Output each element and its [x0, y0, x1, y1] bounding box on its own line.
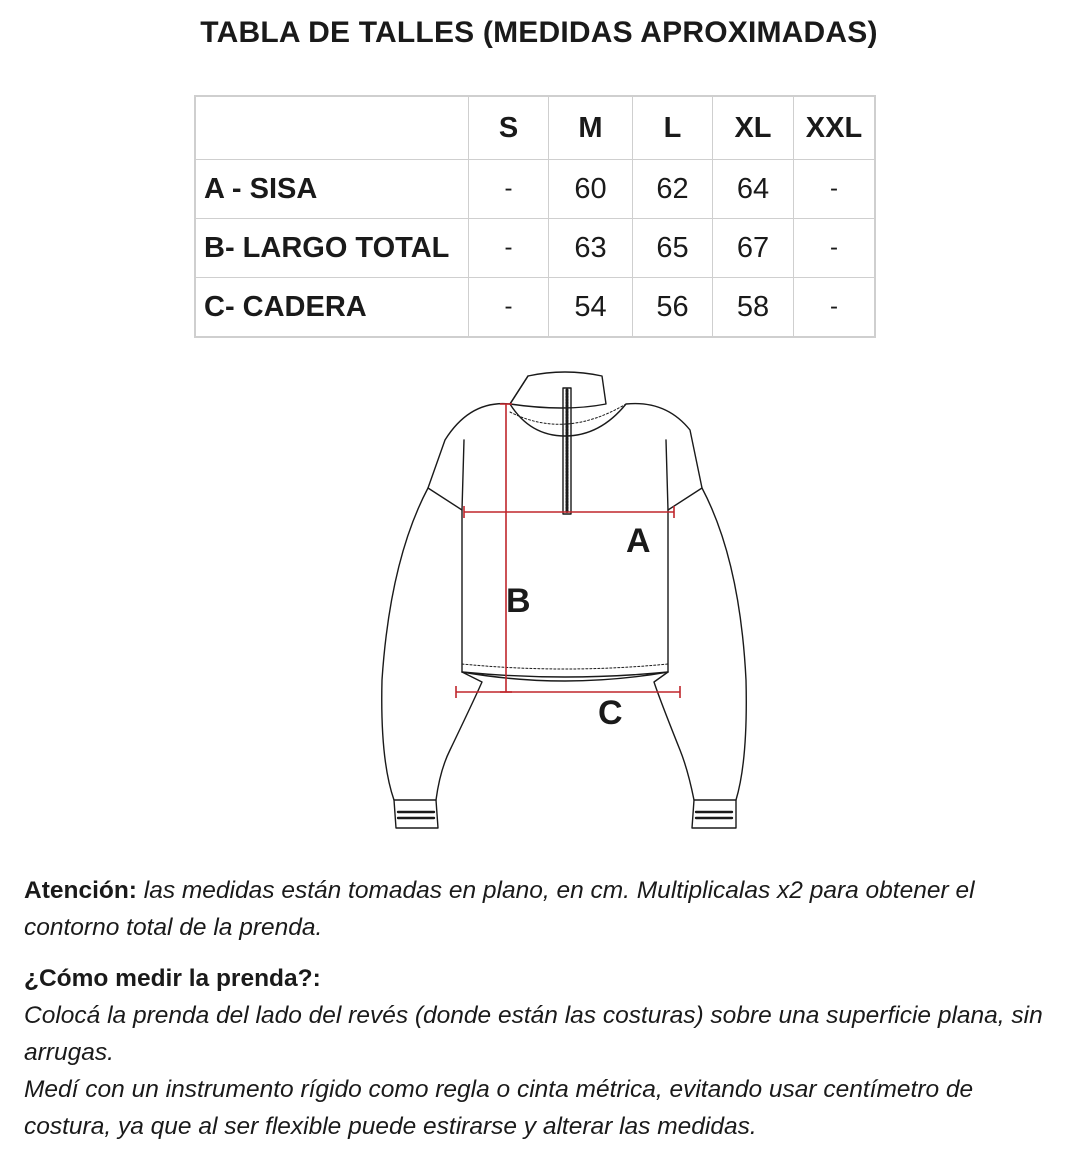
row-label-sisa: A - SISA — [195, 160, 469, 219]
cell: 62 — [633, 160, 713, 219]
right-cuff-rib — [696, 812, 732, 818]
cell: 67 — [713, 219, 794, 278]
cell: - — [469, 219, 549, 278]
sweatshirt-diagram — [370, 360, 760, 840]
right-cuff — [692, 800, 736, 828]
left-sleeve — [382, 488, 482, 800]
left-cuff — [394, 800, 438, 828]
cell: 64 — [713, 160, 794, 219]
cell: 56 — [633, 278, 713, 338]
how-title: ¿Cómo medir la prenda?: — [24, 965, 321, 992]
row-label-largo-total: B- LARGO TOTAL — [195, 219, 469, 278]
row-label-cadera: C- CADERA — [195, 278, 469, 338]
measure-a-label: A — [626, 522, 651, 560]
table-header-row — [195, 96, 875, 160]
cell: 63 — [549, 219, 633, 278]
cell: - — [794, 219, 876, 278]
notes — [24, 872, 1054, 1145]
cell: 58 — [713, 278, 794, 338]
header-empty — [195, 96, 469, 160]
collar-left-edge — [510, 376, 528, 404]
cell: - — [469, 160, 549, 219]
header-s: S — [469, 96, 549, 160]
attention-text: las medidas están tomadas en plano, en cm. Multiplicalas x2 para obtener el contorno total de la prenda. — [24, 877, 975, 941]
attention-note — [24, 872, 1054, 946]
cell: - — [794, 160, 876, 219]
header-l: L — [633, 96, 713, 160]
size-table — [194, 95, 876, 338]
header-xxl: XXL — [794, 96, 876, 160]
cell: - — [469, 278, 549, 338]
hem — [462, 664, 668, 669]
left-armhole — [462, 440, 464, 510]
cell: 60 — [549, 160, 633, 219]
measure-c-label: C — [598, 694, 623, 732]
page-title: TABLA DE TALLES (MEDIDAS APROXIMADAS) — [200, 16, 878, 49]
table-row — [195, 278, 875, 338]
how-line-1: Colocá la prenda del lado del revés (donde están las costuras) sobre una superficie plana, sin arrugas. — [24, 1002, 1043, 1066]
attention-label: Atención: — [24, 877, 137, 904]
right-armhole — [666, 440, 668, 510]
header-xl: XL — [713, 96, 794, 160]
cell: - — [794, 278, 876, 338]
cell: 54 — [549, 278, 633, 338]
body-outline — [428, 404, 702, 677]
table-row — [195, 160, 875, 219]
collar — [510, 372, 606, 408]
header-m: M — [549, 96, 633, 160]
measure-b-label: B — [506, 582, 531, 620]
table-row — [195, 219, 875, 278]
cell: 65 — [633, 219, 713, 278]
left-cuff-rib — [398, 812, 434, 818]
how-line-2: Medí con un instrumento rígido como regla o cinta métrica, evitando usar centímetro de costura, ya que al ser flexible puede estirarse y alterar las medidas. — [24, 1076, 974, 1140]
